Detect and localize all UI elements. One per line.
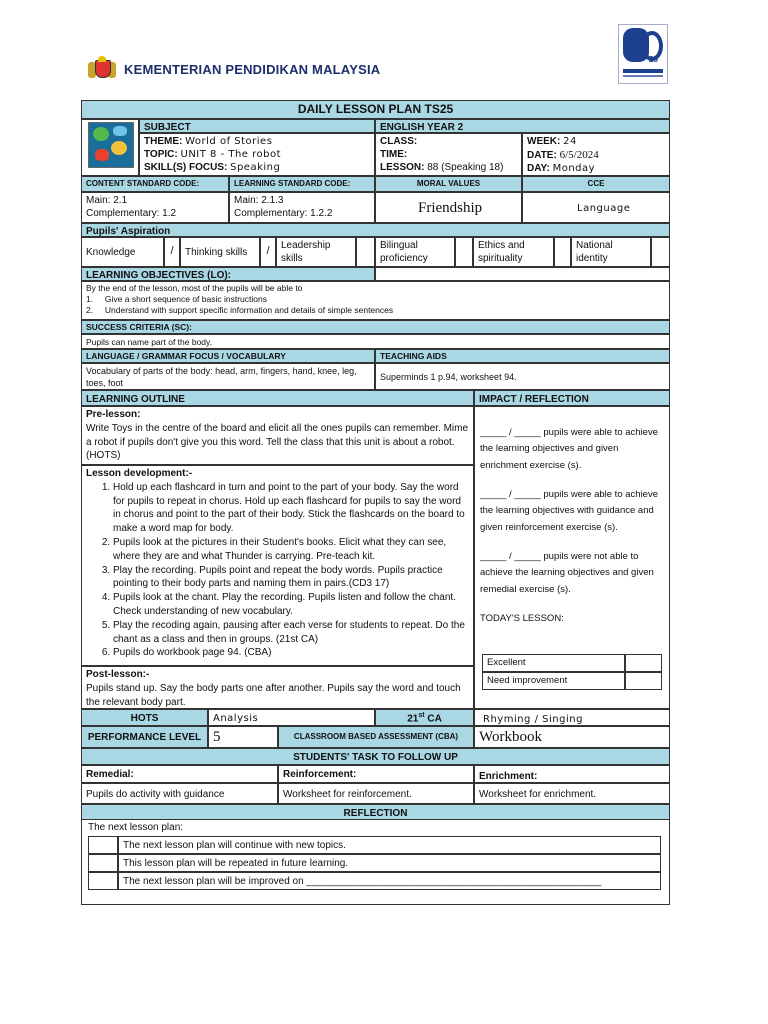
enrichment-label: Enrichment: [474,765,670,783]
cce-value: Language [522,192,670,223]
impact-header: IMPACT / REFLECTION [474,390,670,406]
content-standard-value: Main: 2.1 Complementary: 1.2 [81,192,229,223]
lesson-development-cell: Lesson development:- 1. Hold up each flashcard in turn and point to the part of your body. Say the word for pupils to repeat in chorus. Hold up each flashcard for pupils to say the word in chorus and point to the part of their body. Stick the flashcards on the board to make a word map for body. 2. Pupils look at the pictures in their Student's books. Elicit what they can see, where they are and what Thunder is carrying. Pre-teach kit. 3. Play the recording. Pupils point and repeat the body words. Pupils practice pointing to their body parts and naming them in pairs.(CD3 17) 4. Pupils look at the chant. Play the recording. Pupils listen and follow the chant. Check understanding of new vocabulary. 5. Play the recoding again, pausing after each verse for students to repeat. Do the chant as a class and then in groups. (21st CA) 6. Pupils do workbook page 94. (CBA) [81,465,474,666]
aspiration-national: National identity [571,237,651,267]
aspiration-leadership-mark [356,237,375,267]
aspiration-knowledge-mark: / [164,237,180,267]
moral-values-value: Friendship [375,192,522,223]
superminds-cover-icon [88,122,134,168]
dev-step: 5. Play the recoding again, pausing after each verse for students to repeat. Do the chant as a class and then in groups. (21st CA) [113,619,469,647]
cba-value: Workbook [474,726,670,748]
aspiration-bilingual: Bilingual proficiency [375,237,455,267]
outline-header: LEARNING OUTLINE [81,390,474,406]
aspiration-thinking: Thinking skills [180,237,260,267]
learning-standard-value: Main: 2.1.3 Complementary: 1.2.2 [229,192,375,223]
cce-header: CCE [522,176,670,192]
need-improvement-label: Need improvement [482,672,625,690]
post-lesson-cell: Post-lesson:- Pupils stand up. Say the body parts one after another. Pupils say the word and touch the relevant body part. [81,666,474,709]
remedial-label: Remedial: [81,765,278,783]
need-improvement-checkbox[interactable] [625,672,662,690]
excellent-checkbox[interactable] [625,654,662,672]
dev-step: 2. Pupils look at the pictures in their Student's books. Elicit what they can see, where they are and what Thunder is carrying. Pre-teach kit. [113,536,469,564]
ts25-logo-icon: 25 [618,24,668,84]
reflection-option-1: The next lesson plan will continue with new topics. [118,836,661,854]
aspiration-ethics: Ethics and spirituality [473,237,554,267]
week-date-cell: WEEK: 24 DATE: 6/5/2024 DAY: Monday [522,133,670,176]
objectives-body: By the end of the lesson, most of the pupils will be able to 1. Give a short sequence of basic instructions 2. Understand with support specific information and details of simple sentences [81,281,670,320]
performance-label: PERFORMANCE LEVEL [81,726,208,748]
reinforcement-text: Worksheet for reinforcement. [278,783,474,804]
reflection-header: REFLECTION [81,804,670,820]
moral-values-header: MORAL VALUES [375,176,522,192]
dev-step: 3. Play the recording. Pupils point and repeat the body words. Pupils practice pointing to their body parts and naming them in pairs.(CD3 17) [113,564,469,592]
language-body: Vocabulary of parts of the body: head, arm, fingers, hand, knee, leg, toes, foot [81,363,375,390]
malaysia-crest-icon [88,56,116,82]
reflection-intro: The next lesson plan: [88,822,184,833]
reflection-checkbox-1[interactable] [88,836,118,854]
subject-label: SUBJECT [139,119,375,133]
ministry-header [88,54,380,84]
pre-lesson-cell: Pre-lesson: Write Toys in the centre of the board and elicit all the ones pupils can remember. Mime a robot if pupils don't give you this word. Tell the class that this unit is about a robot. (HOTS) [81,406,474,465]
objectives-header: LEARNING OBJECTIVES (LO): [81,267,375,281]
aspiration-leadership: Leadership skills [276,237,356,267]
reflection-option-2: This lesson plan will be repeated in future learning. [118,854,661,872]
aspiration-national-mark [651,237,670,267]
ministry-name: KEMENTERIAN PENDIDIKAN MALAYSIA [124,61,381,77]
content-standard-header: CONTENT STANDARD CODE: [81,176,229,192]
remedial-text: Pupils do activity with guidance [81,783,278,804]
aspiration-knowledge: Knowledge [81,237,164,267]
dev-step: 1. Hold up each flashcard in turn and point to the part of your body. Say the word for pupils to repeat in chorus. Hold up each flashcard for pupils to say the word in chorus and point to the part of their body. Stick the flashcards on the board to make a word map for body. [113,481,469,536]
plan-title: DAILY LESSON PLAN TS25 [81,100,670,119]
aspiration-header: Pupils' Aspiration [81,223,670,237]
theme-topic-cell: THEME: World of Stories TOPIC: UNIT 8 - The robot SKILL(S) FOCUS: Speaking [139,133,375,176]
reflection-option-3: The next lesson plan will be improved on _____________________________________________________ [118,872,661,890]
impact-body: _____ / _____ pupils were able to achieve the learning objectives and given enrichment exercise (s). _____ / _____ pupils were able to achieve the learning objectives with guidance and given reinforcement exercise (s). _____ / _____ pupils were not able to achieve the learning objectives and given remedial exercise (s). TODAY'S LESSON: [474,406,670,709]
reflection-checkbox-3[interactable] [88,872,118,890]
aids-header: TEACHING AIDS [375,349,670,363]
ca-value: Rhyming / Singing [474,709,670,726]
learning-standard-header: LEARNING STANDARD CODE: [229,176,375,192]
performance-value: 5 [208,726,278,748]
aspiration-bilingual-mark [455,237,473,267]
excellent-label: Excellent [482,654,625,672]
subject-value: ENGLISH YEAR 2 [375,119,670,133]
class-time-cell: CLASS: TIME: LESSON: 88 (Speaking 18) [375,133,522,176]
enrichment-text: Worksheet for enrichment. [474,783,670,804]
ca-label: 21st CA [375,709,474,726]
success-header: SUCCESS CRITERIA (SC): [81,320,670,334]
aspiration-thinking-mark: / [260,237,276,267]
reflection-checkbox-2[interactable] [88,854,118,872]
cba-label: CLASSROOM BASED ASSESSMENT (CBA) [278,726,474,748]
hots-value: Analysis [208,709,375,726]
hots-label: HOTS [81,709,208,726]
aids-body: Superminds 1 p.94, worksheet 94. [375,363,670,390]
dev-step: 4. Pupils look at the chant. Play the recording. Pupils listen and follow the chant. Check understanding of new vocabulary. [113,591,469,619]
objectives-header-blank [375,267,670,281]
dev-step: 6. Pupils do workbook page 94. (CBA) [113,646,469,660]
success-body: Pupils can name part of the body. [81,334,670,349]
task-header: STUDENTS' TASK TO FOLLOW UP [81,748,670,765]
aspiration-ethics-mark [554,237,571,267]
language-header: LANGUAGE / GRAMMAR FOCUS / VOCABULARY [81,349,375,363]
reinforcement-label: Reinforcement: [278,765,474,783]
